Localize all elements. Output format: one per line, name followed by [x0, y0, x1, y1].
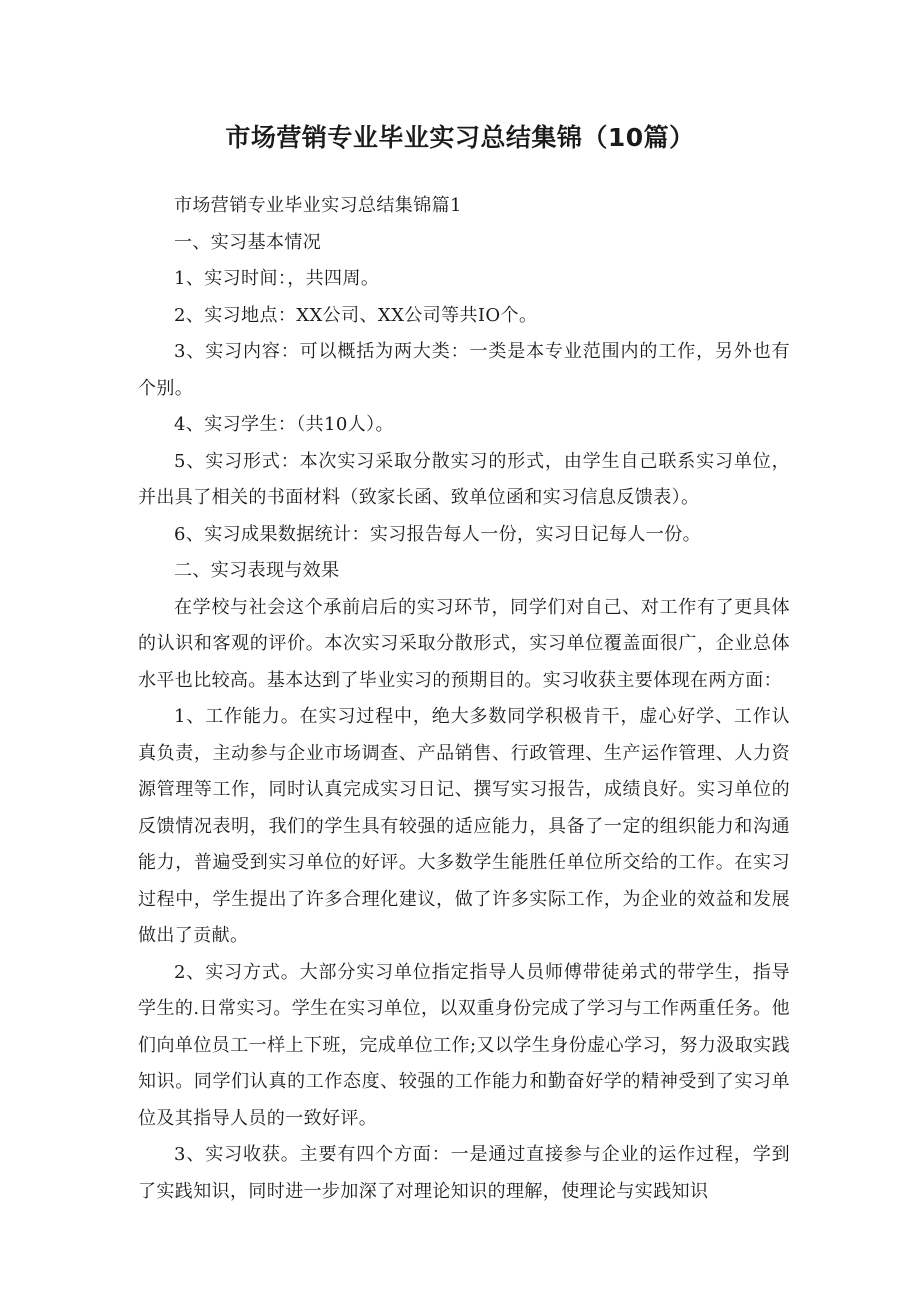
paragraph-internship-form: 5、实习形式：本次实习采取分散实习的形式，由学生自己联系实习单位，并出具了相关的书面材料（致家长函、致单位函和实习信息反馈表）。 [138, 450, 790, 508]
paragraph-internship-location: 2、实习地点：XX公司、XX公司等共IO个。 [174, 304, 538, 326]
paragraph-basic-info-heading: 一、实习基本情况 [174, 231, 322, 253]
paragraph-results-statistics: 6、实习成果数据统计：实习报告每人一份，实习日记每人一份。 [174, 523, 702, 545]
paragraph-internship-content: 3、实习内容：可以概括为两大类：一类是本专业范围内的工作，另外也有个别。 [138, 341, 790, 399]
paragraph-internship-time: 1、实习时间：，共四周。 [174, 268, 380, 289]
paragraph-internship-gains: 3、实习收获。主要有四个方面：一是通过直接参与企业的运作过程，学到了实践知识，同时进一步加深了对理论知识的理解，使理论与实践知识 [138, 1144, 790, 1202]
paragraph-performance-heading: 二、实习表现与效果 [174, 560, 340, 581]
paragraph-internship-students: 4、实习学生：（共10人）。 [174, 414, 394, 435]
paragraph-internship-method: 2、实习方式。大部分实习单位指定指导人员师傅带徒弟式的带学生，指导学生的.日常实习。学生在实习单位，以双重身份完成了学习与工作两重任务。他们向单位员工一样上下班，完成单位工作;又以学生身份虚心学习，努力汲取实践知识。同学们认真的工作态度、较强的工作能力和勤奋好学的精神受到了实习单位及其指导人员的一致好评。 [138, 961, 790, 1129]
paragraph-section-heading: 市场营销专业毕业实习总结集锦篇1 [174, 195, 462, 216]
document-body [138, 188, 790, 1210]
document-title: 市场营销专业毕业实习总结集锦（10篇） [225, 123, 695, 152]
paragraph-work-ability: 1、工作能力。在实习过程中，绝大多数同学积极肯干，虚心好学、工作认真负责，主动参与企业市场调查、产品销售、行政管理、生产运作管理、人力资源管理等工作，同时认真完成实习日记、撰写实习报告，成绩良好。实习单位的反馈情况表明，我们的学生具有较强的适应能力，具备了一定的组织能力和沟通能力，普遍受到实习单位的好评。大多数学生能胜任单位所交给的工作。在实习过程中，学生提出了许多合理化建议，做了许多实际工作，为企业的效益和发展做出了贡献。 [138, 706, 790, 946]
paragraph-performance-intro: 在学校与社会这个承前启后的实习环节，同学们对自己、对工作有了更具体的认识和客观的评价。本次实习采取分散形式，实习单位覆盖面很广，企业总体水平也比较高。基本达到了毕业实习的预期目的。实习收获主要体现在两方面： [138, 596, 790, 691]
